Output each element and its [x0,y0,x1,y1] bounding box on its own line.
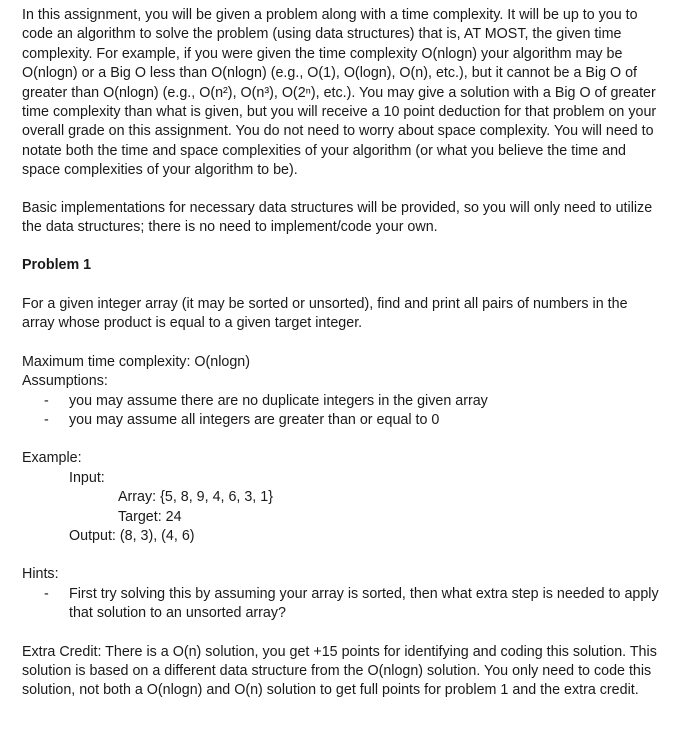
bullet-dash: - [44,585,49,602]
hints-block [22,565,662,623]
extra-credit-paragraph: Extra Credit: There is a O(n) solution, you get +15 points for identifying and coding this solution. This solution is based on a different data structure from the O(nlogn) solution. You only need to code this solution, not both a O(nlogn) and O(n) solution to get full points for problem 1 and the extra credit. [22,643,657,699]
list-item [22,585,662,624]
list-item [22,392,662,411]
example-label: Example: [22,450,82,467]
list-item [22,411,662,430]
assignment-document [22,6,662,701]
assumption-text: you may assume there are no duplicate integers in the given array [69,392,488,409]
example-block [22,449,662,546]
array-line: Array: {5, 8, 9, 4, 6, 3, 1} [118,489,273,506]
input-label: Input: [69,469,105,486]
assumption-text: you may assume all integers are greater than or equal to 0 [69,411,440,428]
assumptions-label: Assumptions: [22,373,108,390]
output-line: Output: (8, 3), (4, 6) [69,527,195,544]
target-line: Target: 24 [118,508,182,525]
intro-paragraph: In this assignment, you will be given a problem along with a time complexity. It will be up to you to code an algorithm to solve the problem (using data structures) that is, AT MOST, the given time complexity. For example, if you were given the time complexity O(nlogn) your algorithm may be O(nlogn) or a Big O less than O(nlogn) (e.g., O(1), O(logn), O(n), etc.), but it cannot be a Big O of greater than O(nlogn) (e.g., O(n²), O(n³), O(2ⁿ), etc.). You may give a solution with a Big O of greater time complexity than what is given, but you will receive a 10 point deduction for that problem on your overall grade on this assignment. You do not need to worry about space complexity. You will need to notate both the time and space complexities of your algorithm (or what you believe the time and space complexities of your algorithm to be). [22,7,657,179]
bullet-dash: - [44,411,49,428]
max-complexity: Maximum time complexity: O(nlogn) [22,353,251,370]
data-structures-paragraph: Basic implementations for necessary data structures will be provided, so you will only need to utilize the data structures; there is no need to implement/code your own. [22,199,653,236]
complexity-block [22,353,662,431]
problem-heading: Problem 1 [22,257,92,274]
problem-statement: For a given integer array (it may be sorted or unsorted), find and print all pairs of numbers in the array whose product is equal to a given target integer. [22,295,628,332]
bullet-dash: - [44,392,49,409]
hints-list [22,585,662,624]
hints-label: Hints: [22,566,59,583]
assumptions-list [22,392,662,431]
hint-text: First try solving this by assuming your array is sorted, then what extra step is needed to apply that solution to an unsorted array? [69,585,659,622]
